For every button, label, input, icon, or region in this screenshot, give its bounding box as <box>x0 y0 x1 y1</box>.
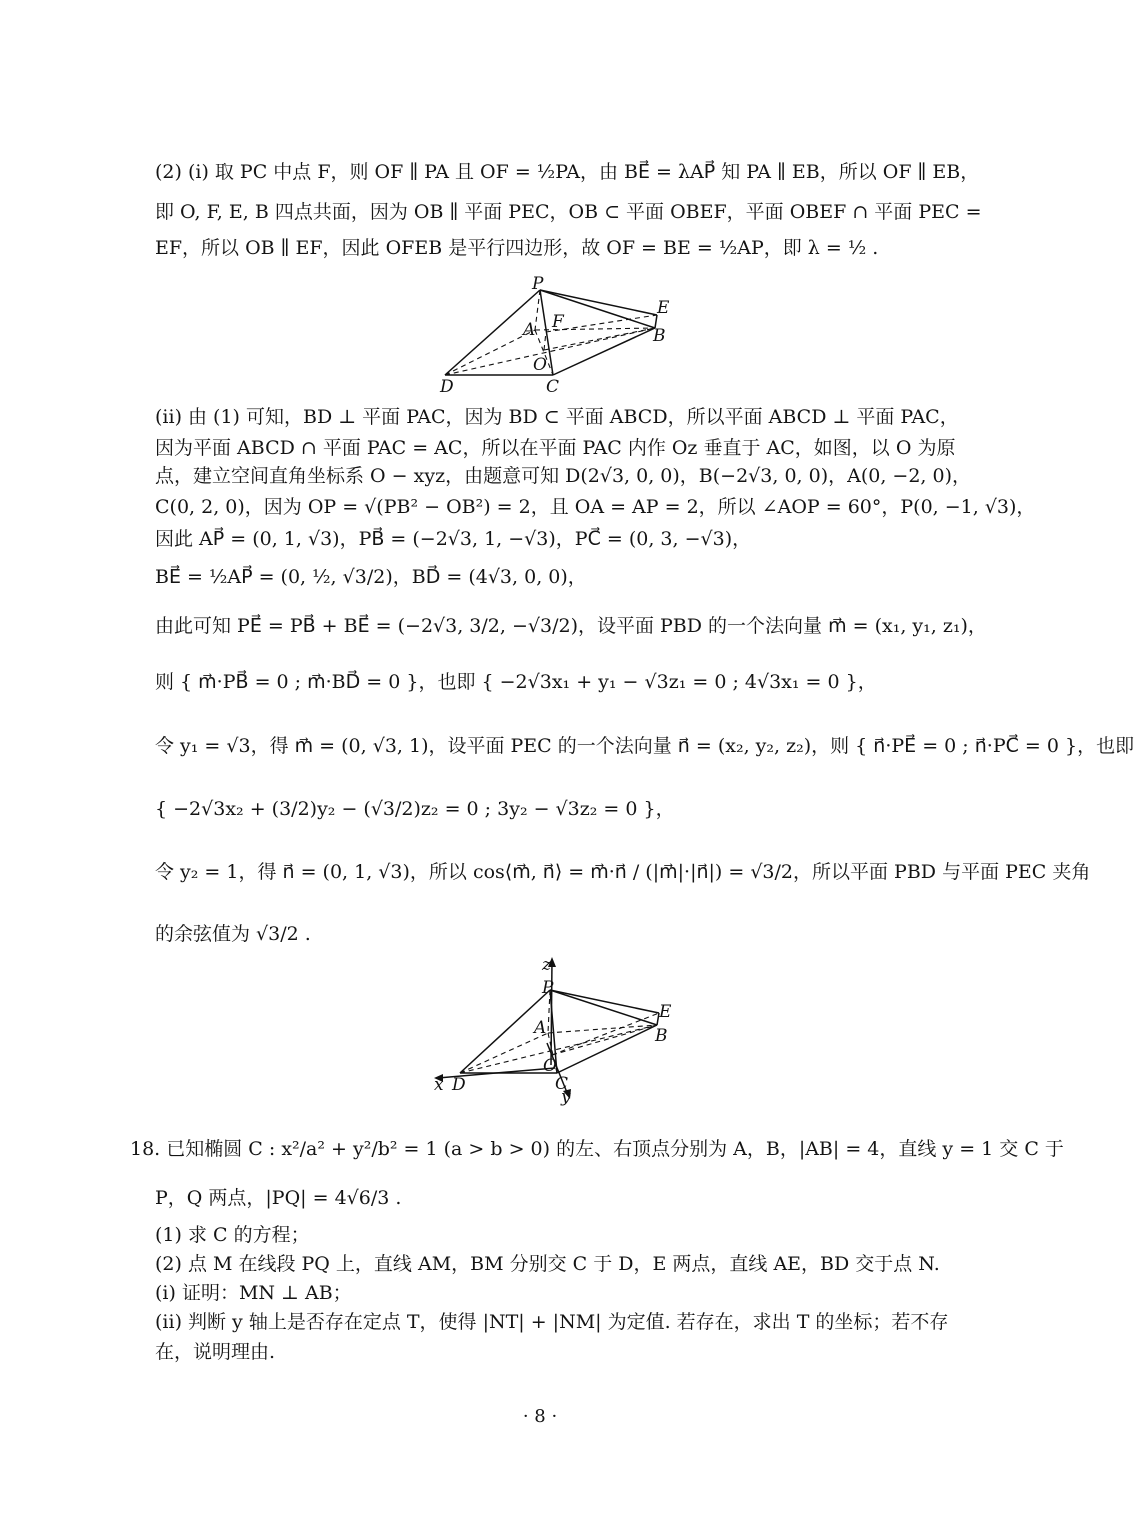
label-O: O <box>533 355 547 375</box>
label-F: F <box>552 312 564 332</box>
label-C: C <box>546 377 560 397</box>
label-B: B <box>655 1026 668 1046</box>
solution-line: 点，建立空间直角坐标系 O − xyz，由题意可知 D(2√3, 0, 0)，B(−2√3, 0, 0)，A(0, −2, 0)， <box>155 465 972 487</box>
label-B: B <box>653 326 666 346</box>
label-P: P <box>542 978 554 998</box>
label-O: O <box>543 1056 557 1076</box>
label-A: A <box>523 320 536 340</box>
solution-line: 令 y₁ = √3，得 m⃗ = (0, √3, 1)，设平面 PEC 的一个法向量 n⃗ = (x₂, y₂, z₂)，则 { n⃗·PE⃗ = 0 ; n⃗·PC⃗ = 0 }，也即 <box>155 735 1134 757</box>
solution-line: 即 O, F, E, B 四点共面，因为 OB ∥ 平面 PEC，OB ⊂ 平面 OBEF，平面 OBEF ∩ 平面 PEC = <box>155 201 982 223</box>
problem-18-line: P，Q 两点，|PQ| = 4√6/3 . <box>155 1187 402 1209</box>
label-z: z <box>542 955 551 975</box>
label-D: D <box>440 377 454 397</box>
problem-18-line: (1) 求 C 的方程； <box>155 1224 310 1246</box>
label-C: C <box>555 1074 569 1094</box>
label-E: E <box>657 298 670 318</box>
label-A: A <box>534 1018 547 1038</box>
solution-line: 则 { m⃗·PB⃗ = 0 ; m⃗·BD⃗ = 0 }，也即 { −2√3x₁ + y₁ − √3z₁ = 0 ; 4√3x₁ = 0 }， <box>155 671 877 693</box>
problem-18-line: 18. 已知椭圆 C : x²/a² + y²/b² = 1 (a > b > 0) 的左、右顶点分别为 A，B，|AB| = 4，直线 y = 1 交 C 于 <box>130 1138 1064 1160</box>
label-y: y <box>561 1087 571 1107</box>
problem-18-line: (i) 证明：MN ⊥ AB； <box>155 1282 352 1304</box>
problem-18-line: 在，说明理由. <box>155 1341 276 1363</box>
label-D: D <box>452 1075 466 1095</box>
solution-line: EF，所以 OB ∥ EF，因此 OFEB 是平行四边形，故 OF = BE = ½AP，即 λ = ½ . <box>155 237 879 259</box>
solution-line: BE⃗ = ½AP⃗ = (0, ½, √3/2)，BD⃗ = (4√3, 0, 0)， <box>155 566 587 588</box>
solution-line: (2) (i) 取 PC 中点 F，则 OF ∥ PA 且 OF = ½PA，由 BE⃗ = λAP⃗ 知 PA ∥ EB，所以 OF ∥ EB， <box>155 161 980 183</box>
label-E: E <box>659 1002 672 1022</box>
solution-line: 由此可知 PE⃗ = PB⃗ + BE⃗ = (−2√3, 3/2, −√3/2)，设平面 PBD 的一个法向量 m⃗ = (x₁, y₁, z₁)， <box>155 615 987 637</box>
solution-line: 令 y₂ = 1，得 n⃗ = (0, 1, √3)，所以 cos⟨m⃗, n⃗⟩ = m⃗·n⃗ / (|m⃗|·|n⃗|) = √3/2，所以平面 PBD 与平面 PEC 夹角 <box>155 861 1091 883</box>
problem-18-line: (ii) 判断 y 轴上是否存在定点 T，使得 |NT| + |NM| 为定值. 若存在，求出 T 的坐标；若不存 <box>155 1311 949 1333</box>
solution-line: 因为平面 ABCD ∩ 平面 PAC = AC，所以在平面 PAC 内作 Oz 垂直于 AC，如图，以 O 为原 <box>155 437 956 459</box>
solution-line: { −2√3x₂ + (3/2)y₂ − (√3/2)z₂ = 0 ; 3y₂ − √3z₂ = 0 }， <box>155 798 675 820</box>
label-x: x <box>434 1075 444 1095</box>
solution-line: (ii) 由 (1) 可知，BD ⊥ 平面 PAC，因为 BD ⊂ 平面 ABCD，所以平面 ABCD ⊥ 平面 PAC， <box>155 406 959 428</box>
pyramid-figure-2 <box>430 955 680 1105</box>
pyramid-figure-1 <box>435 275 675 400</box>
label-P: P <box>532 274 544 294</box>
solution-line: C(0, 2, 0)，因为 OP = √(PB² − OB²) = 2，且 OA = AP = 2，所以 ∠AOP = 60°，P(0, −1, √3)， <box>155 496 1036 518</box>
page-number: · 8 · <box>522 1406 558 1427</box>
solution-line: 因此 AP⃗ = (0, 1, √3)，PB⃗ = (−2√3, 1, −√3)，PC⃗ = (0, 3, −√3)， <box>155 528 752 550</box>
solution-line: 的余弦值为 √3/2 . <box>155 923 311 945</box>
problem-18-line: (2) 点 M 在线段 PQ 上，直线 AM，BM 分别交 C 于 D，E 两点，直线 AE，BD 交于点 N. <box>155 1253 940 1275</box>
